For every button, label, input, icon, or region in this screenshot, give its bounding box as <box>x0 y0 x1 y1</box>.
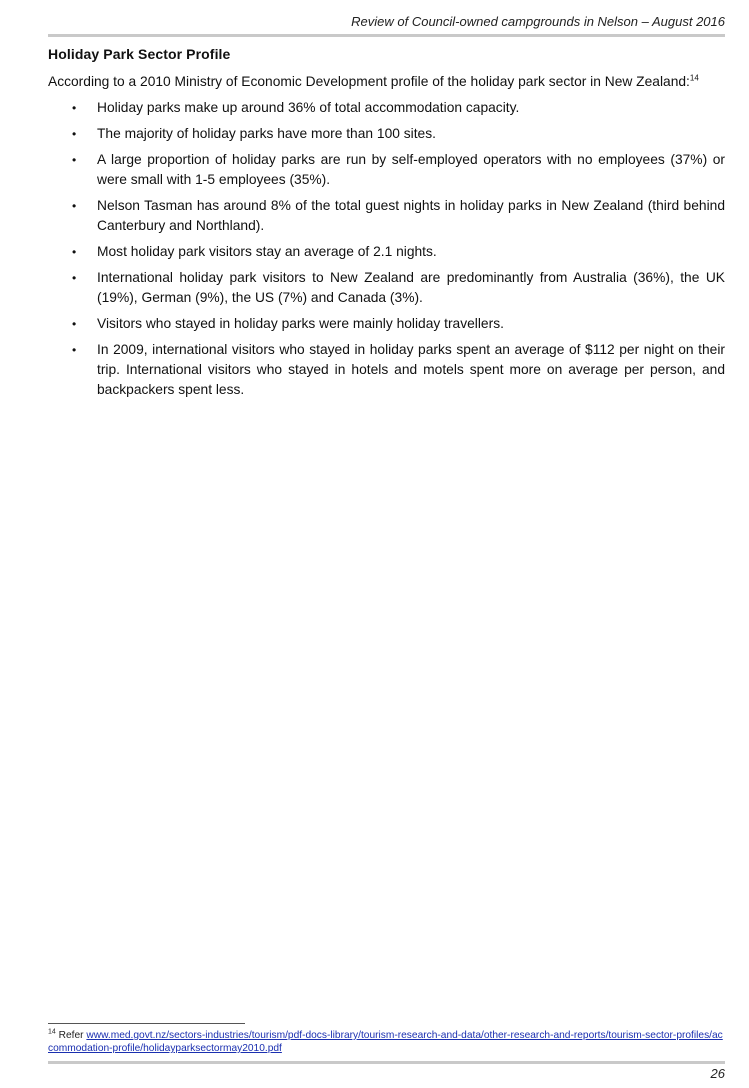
header-rule <box>48 34 725 37</box>
page-number: 26 <box>710 1066 725 1081</box>
list-item <box>48 314 725 334</box>
footnote-prefix: Refer <box>55 1030 87 1041</box>
bullet-icon: • <box>72 317 77 331</box>
list-item <box>48 340 725 400</box>
footnote-separator <box>48 1023 245 1024</box>
page-header <box>48 14 725 34</box>
section-heading: Holiday Park Sector Profile <box>48 46 231 62</box>
footnote-reference[interactable]: 14 <box>689 73 699 83</box>
main-content <box>48 44 725 406</box>
bullet-icon: • <box>72 271 77 285</box>
bullet-text: A large proportion of holiday parks are run by self-employed operators with no employees (37%) or were small with 1-5 employees (35%). <box>97 152 725 187</box>
list-item <box>48 268 725 308</box>
bullet-icon: • <box>72 199 77 213</box>
bullet-icon: • <box>72 127 77 141</box>
bullet-icon: • <box>72 153 77 167</box>
intro-paragraph <box>48 72 725 92</box>
bullet-text: Most holiday park visitors stay an average of 2.1 nights. <box>97 244 437 259</box>
footer-rule <box>48 1061 725 1064</box>
bullet-text: Holiday parks make up around 36% of total accommodation capacity. <box>97 100 520 115</box>
bullet-icon: • <box>72 245 77 259</box>
list-item <box>48 124 725 144</box>
list-item <box>48 98 725 118</box>
bullet-text: In 2009, international visitors who stayed in holiday parks spent an average of $112 per night on their trip. International visitors who stayed in hotels and motels spent more on average per person, and backpackers spent less. <box>97 342 725 397</box>
list-item <box>48 150 725 190</box>
bullet-text: Visitors who stayed in holiday parks were mainly holiday travellers. <box>97 316 504 331</box>
footnote-number: 14 <box>48 1028 56 1036</box>
intro-text: According to a 2010 Ministry of Economic Development profile of the holiday park sector in New Zealand: <box>48 74 690 89</box>
bullet-icon: • <box>72 343 77 357</box>
footnote-link[interactable]: www.med.govt.nz/sectors-industries/tourism/pdf-docs-library/tourism-research-and-data/other-research-and-reports/tourism-sector-profiles/accommodation-profile/holidayparksectormay2010.pdf <box>48 1030 723 1054</box>
list-item <box>48 196 725 236</box>
footnote <box>48 1029 725 1055</box>
bullet-text: International holiday park visitors to New Zealand are predominantly from Australia (36%), the UK (19%), German (9%), the US (7%) and Canada (3%). <box>97 270 725 305</box>
list-item <box>48 242 725 262</box>
document-title: Review of Council-owned campgrounds in Nelson – August 2016 <box>351 14 725 29</box>
bullet-text: The majority of holiday parks have more than 100 sites. <box>97 126 436 141</box>
bullet-text: Nelson Tasman has around 8% of the total guest nights in holiday parks in New Zealand (third behind Canterbury and Northland). <box>97 198 725 233</box>
bullet-icon: • <box>72 101 77 115</box>
bullet-list <box>48 98 725 400</box>
